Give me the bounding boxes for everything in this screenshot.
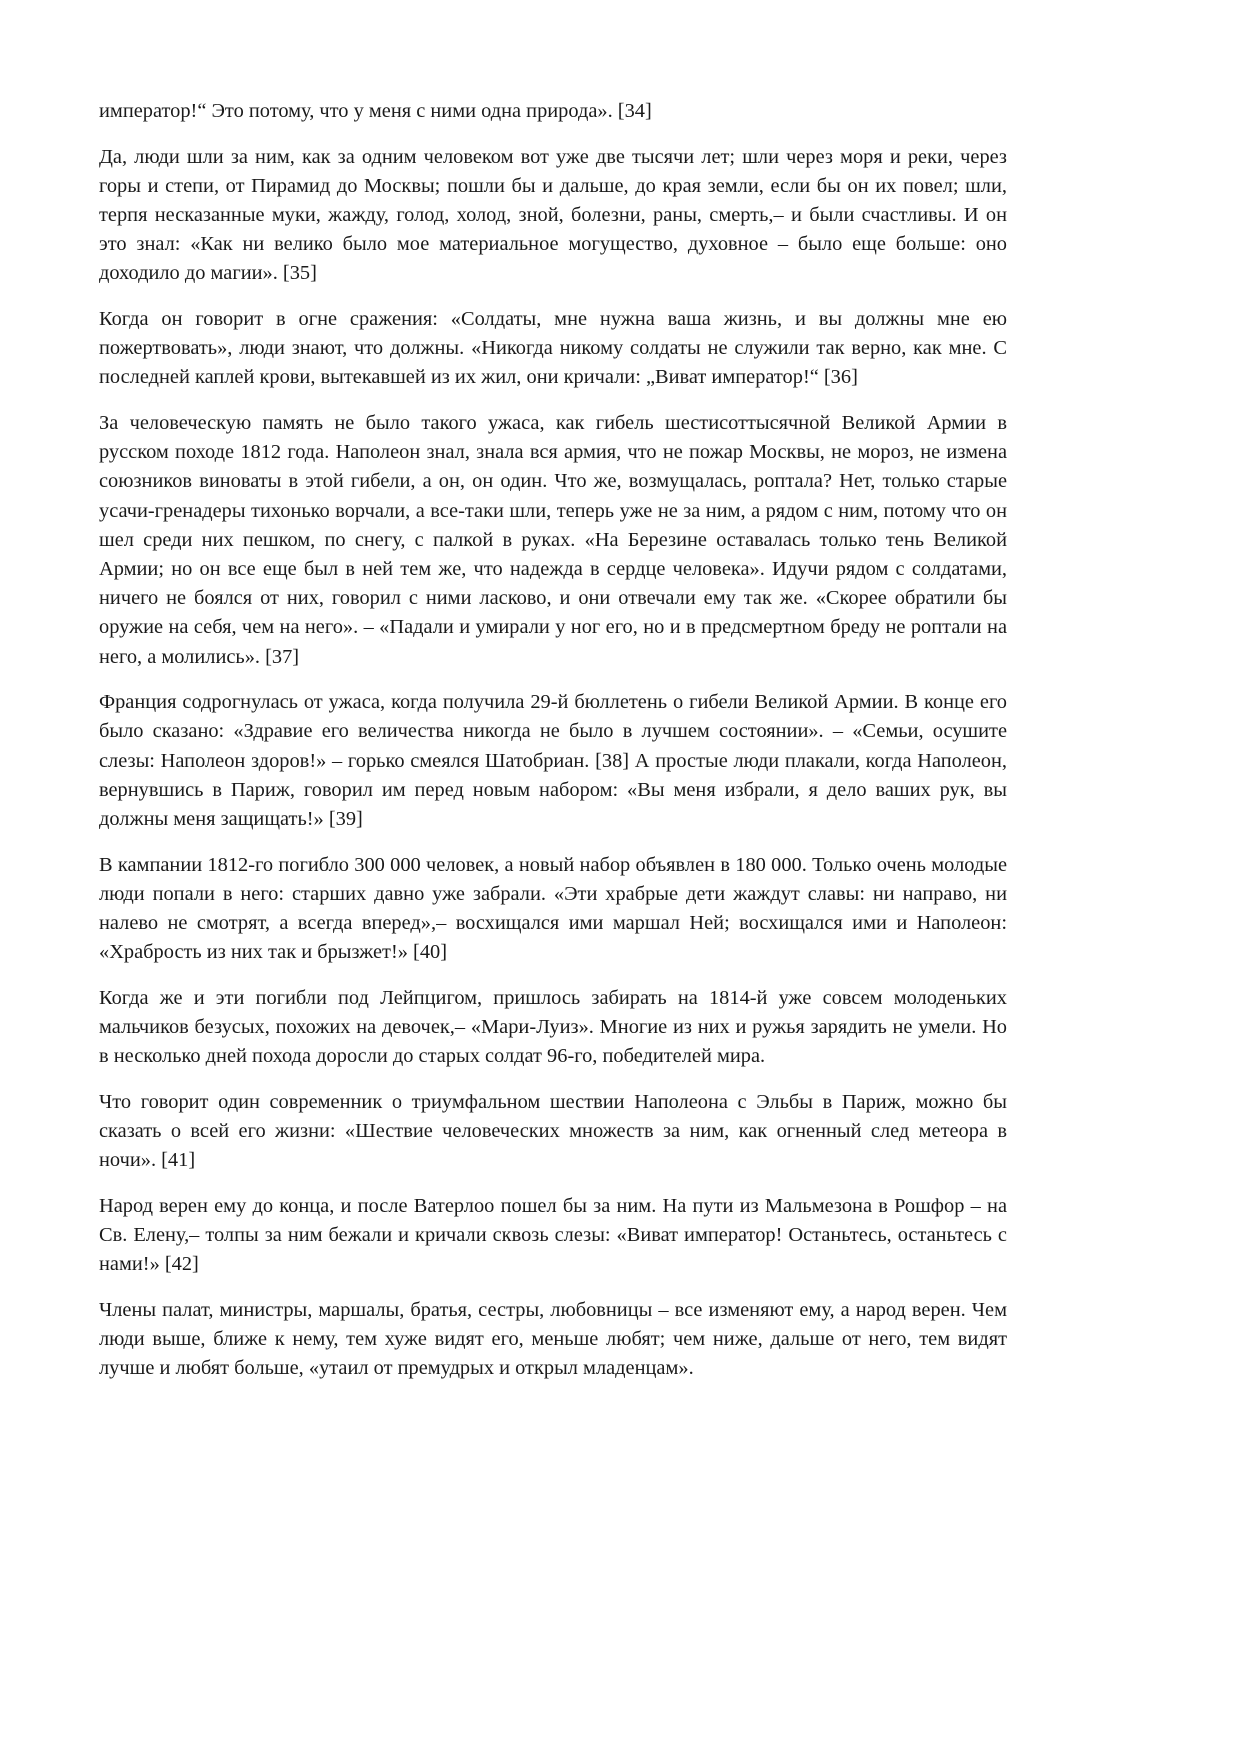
paragraph-9: Народ верен ему до конца, и после Ватерлоо пошел бы за ним. На пути из Мальмезона в Рошфор – на Св. Елену,– толпы за ним бежали и кричали сквозь слезы: «Виват император! Останьтесь, останьтесь с нами!» [42] [99, 1194, 1007, 1276]
paragraph-7: Когда же и эти погибли под Лейпцигом, пришлось забирать на 1814-й уже совсем молоденьких мальчиков безусых, похожих на девочек,– «Мари-Луиз». Многие из них и ружья зарядить не умели. Но в несколько дней похода доросли до старых солдат 96-го, победителей мира. [99, 986, 1007, 1068]
paragraph-2: Да, люди шли за ним, как за одним человеком вот уже две тысячи лет; шли через моря и реки, через горы и степи, от Пирамид до Москвы; пошли бы и дальше, до края земли, если бы он их повел; шли, терпя несказанные муки, жажду, голод, холод, зной, болезни, раны, смерть,– и были счастливы. И он это знал: «Как ни велико было мое материальное могущество, духовное – было еще больше: оно доходило до магии». [35] [99, 145, 1007, 285]
paragraph-3: Когда он говорит в огне сражения: «Солдаты, мне нужна ваша жизнь, и вы должны мне ею пожертвовать», люди знают, что должны. «Никогда никому солдаты не служили так верно, как мне. С последней каплей крови, вытекавшей из их жил, они кричали: „Виват император!“ [36] [99, 308, 1007, 389]
paragraph-8: Что говорит один современник о триумфальном шествии Наполеона с Эльбы в Париж, можно бы сказать о всей его жизни: «Шествие человеческих множеств за ним, как огненный след метеора в ночи». [41] [99, 1090, 1007, 1172]
paragraph-4: За человеческую память не было такого ужаса, как гибель шестисоттысячной Великой Армии в русском походе 1812 года. Наполеон знал, знала вся армия, что не пожар Москвы, не мороз, не измена союзников виноваты в этой гибели, а он, он один. Что же, возмущалась, роптала? Нет, только старые усачи-гренадеры тихонько ворчали, а все-таки шли, теперь уже не за ним, а рядом с ним, потому что он шел среди них пешком, по снегу, с палкой в руках. «На Березине оставалась только тень Великой Армии; но он все еще был в ней тем же, что надежда в сердце человека». Идучи рядом с солдатами, ничего не боялся от них, говорил с ними ласково, и они отвечали ему так же. «Скорее обратили бы оружие на себя, чем на него». – «Падали и умирали у ног его, но и в предсмертном бреду не роптали на него, а молились». [37] [99, 412, 1007, 668]
text-body [99, 97, 1007, 1383]
paragraph-6: В кампании 1812-го погибло 300 000 человек, а новый набор объявлен в 180 000. Только очень молодые люди попали в него: старших давно уже забрали. «Эти храбрые дети жаждут славы: ни направо, ни налево не смотрят, а всегда вперед»,– восхищался ими маршал Ней; восхищался ими и Наполеон: «Храбрость из них так и брызжет!» [40] [99, 853, 1007, 964]
paragraph-10: Члены палат, министры, маршалы, братья, сестры, любовницы – все изменяют ему, а народ верен. Чем люди выше, ближе к нему, тем хуже видят его, меньше любят; чем ниже, дальше от него, тем видят лучше и любят больше, «утаил от премудрых и открыл младенцам». [99, 1298, 1007, 1380]
paragraph-5: Франция содрогнулась от ужаса, когда получила 29-й бюллетень о гибели Великой Армии. В конце его было сказано: «Здравие его величества никогда не было в лучшем состоянии». – «Семьи, осушите слезы: Наполеон здоров!» – горько смеялся Шатобриан. [38] А простые люди плакали, когда Наполеон, вернувшись в Париж, говорил им перед новым набором: «Вы меня избрали, я дело ваших рук, вы должны меня защищать!» [39] [99, 691, 1007, 831]
paragraph-1: император!“ Это потому, что у меня с ними одна природа». [34] [99, 100, 652, 122]
